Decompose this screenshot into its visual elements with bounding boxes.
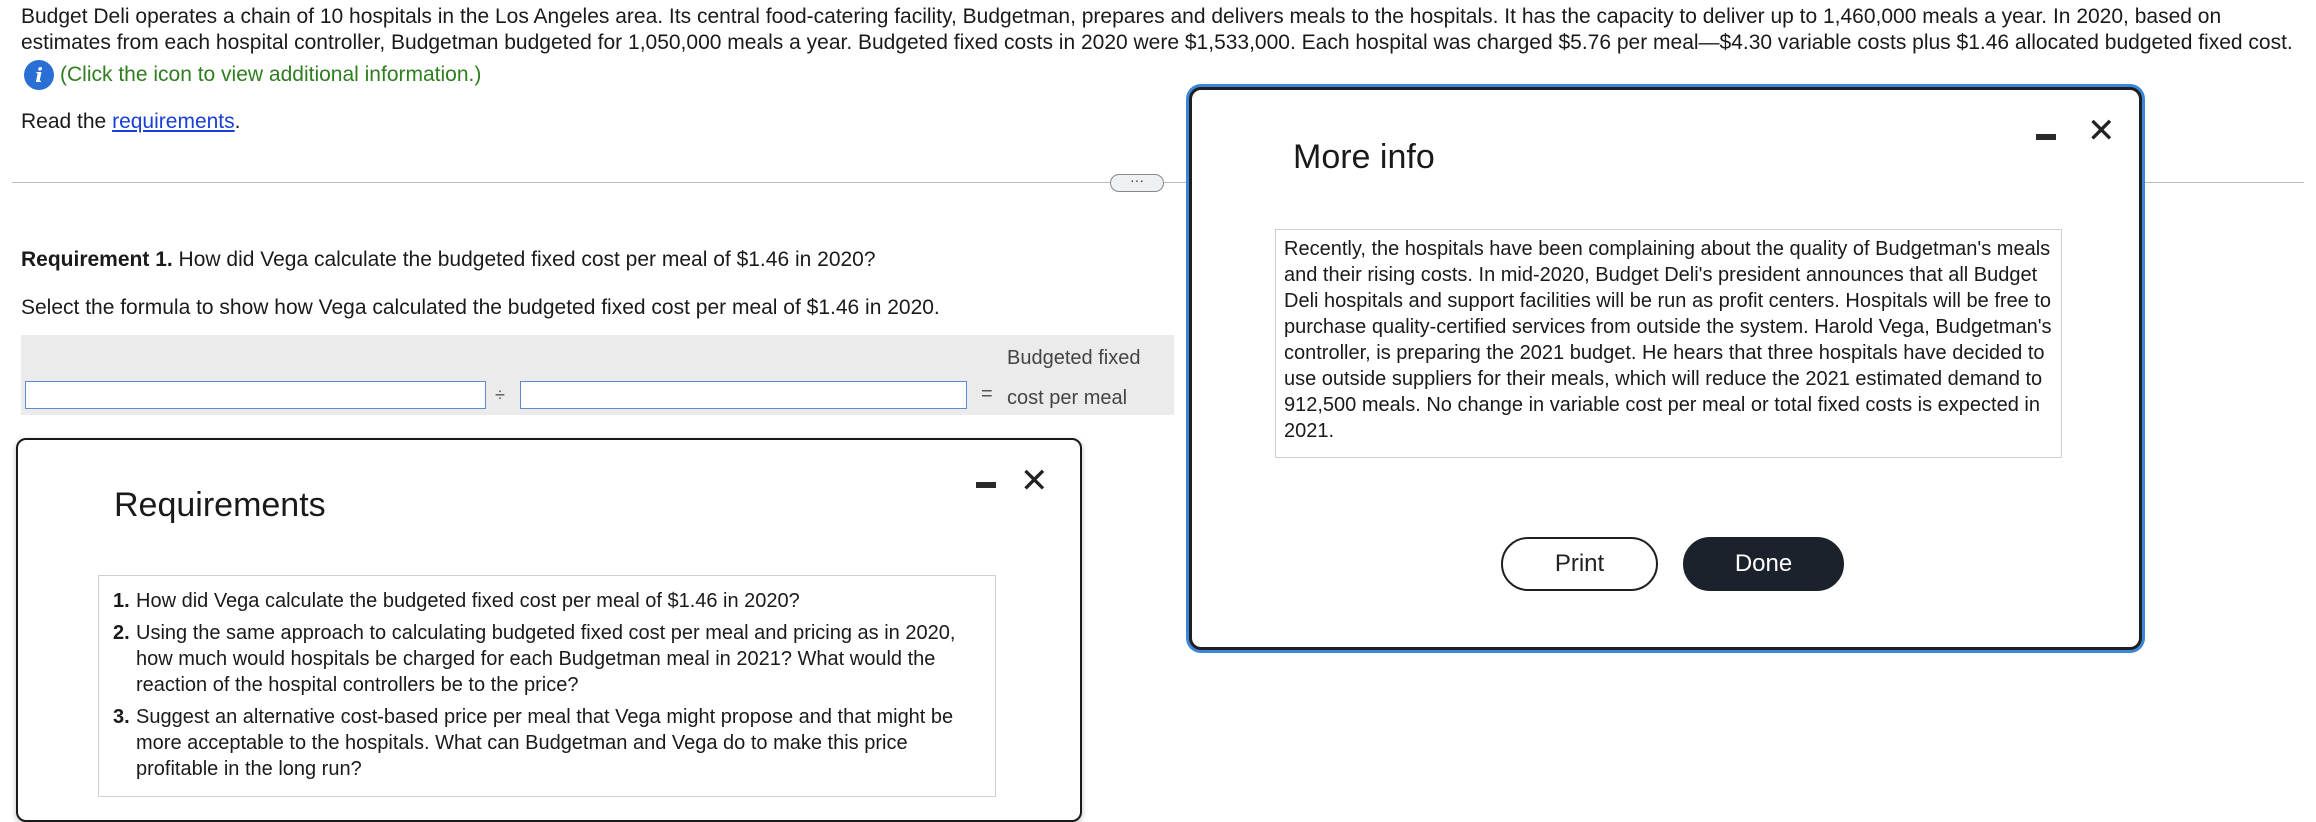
- read-suffix: .: [234, 110, 241, 133]
- modal-title: More info: [1293, 138, 1435, 176]
- denominator-input[interactable]: [520, 381, 967, 409]
- requirement-item: [113, 704, 981, 782]
- additional-info-link[interactable]: [24, 60, 481, 90]
- close-icon[interactable]: ✕: [1020, 462, 1049, 500]
- requirement-1-question: [21, 248, 876, 272]
- requirements-link[interactable]: requirements: [112, 110, 235, 133]
- requirement-text: Suggest an alternative cost-based price per meal that Vega might propose and that might be more acceptable to the hospitals. What can Budgetman and Vega do to make this price profitable in the long run?: [136, 706, 954, 780]
- problem-intro-text: Budget Deli operates a chain of 10 hospitals in the Los Angeles area. Its central food-catering facility, Budgetman, prepares and delivers meals to the hospitals. It has the capacity to deliver up to 1,460,000 meals a year. In 2020, based on estimates from each hospital controller, Budgetman budgeted for 1,050,000 meals a year. Budgeted fixed costs in 2020 were $1,533,000. Each hospital was charged $5.76 per meal—$4.30 variable costs plus $1.46 allocated budgeted fixed cost.: [21, 5, 2293, 54]
- divide-symbol: ÷: [495, 385, 505, 405]
- requirements-panel: [16, 438, 1082, 822]
- requirement-item: [113, 620, 981, 698]
- requirement-number: 3.: [113, 706, 130, 728]
- requirements-list: [98, 575, 996, 797]
- numerator-input[interactable]: [25, 381, 486, 409]
- result-label-line1: Budgeted fixed: [1007, 347, 1141, 369]
- minimize-icon[interactable]: [976, 482, 996, 488]
- close-icon[interactable]: ✕: [2087, 112, 2116, 150]
- requirement-item: [113, 588, 981, 614]
- formula-instruction: Select the formula to show how Vega calculated the budgeted fixed cost per meal of $1.46 in 2020.: [21, 296, 940, 319]
- result-label-line2: cost per meal: [1007, 387, 1128, 409]
- print-button[interactable]: Print: [1501, 537, 1658, 591]
- requirement-number: 2.: [113, 622, 130, 644]
- done-button[interactable]: Done: [1683, 537, 1844, 591]
- expand-ellipsis-button[interactable]: ···: [1110, 174, 1164, 192]
- additional-info-text: (Click the icon to view additional information.): [60, 63, 482, 86]
- requirements-title: Requirements: [114, 486, 326, 524]
- more-info-text: Recently, the hospitals have been complaining about the quality of Budgetman's meals and their rising costs. In mid-2020, Budget Deli's president announces that all Budget Deli hospitals and support facilities will be run as profit centers. Hospitals will be free to purchase quality-certified services from outside the system. Harold Vega, Budgetman's controller, is preparing the 2021 budget. He hears that three hospitals have decided to use outside suppliers for their meals, which will reduce the 2021 estimated demand to 912,500 meals. No change in variable cost per meal or total fixed costs is expected in 2021.: [1275, 229, 2062, 458]
- requirement-1-text: How did Vega calculate the budgeted fixed cost per meal of $1.46 in 2020?: [172, 248, 876, 271]
- read-requirements-line: [21, 110, 240, 134]
- requirement-number: 1.: [113, 590, 130, 612]
- more-info-modal: [1189, 87, 2142, 650]
- equals-symbol: =: [981, 383, 993, 405]
- read-prefix: Read the: [21, 110, 113, 133]
- requirement-text: How did Vega calculate the budgeted fixed cost per meal of $1.46 in 2020?: [136, 590, 800, 612]
- requirement-text: Using the same approach to calculating budgeted fixed cost per meal and pricing as in 2020, how much would hospitals be charged for each Budgetman meal in 2021? What would the reaction of the hospital controllers be to the price?: [136, 622, 956, 696]
- info-icon[interactable]: i: [24, 60, 54, 90]
- requirement-1-label: Requirement 1.: [21, 248, 173, 271]
- minimize-icon[interactable]: [2036, 134, 2056, 140]
- formula-row: [21, 335, 1174, 415]
